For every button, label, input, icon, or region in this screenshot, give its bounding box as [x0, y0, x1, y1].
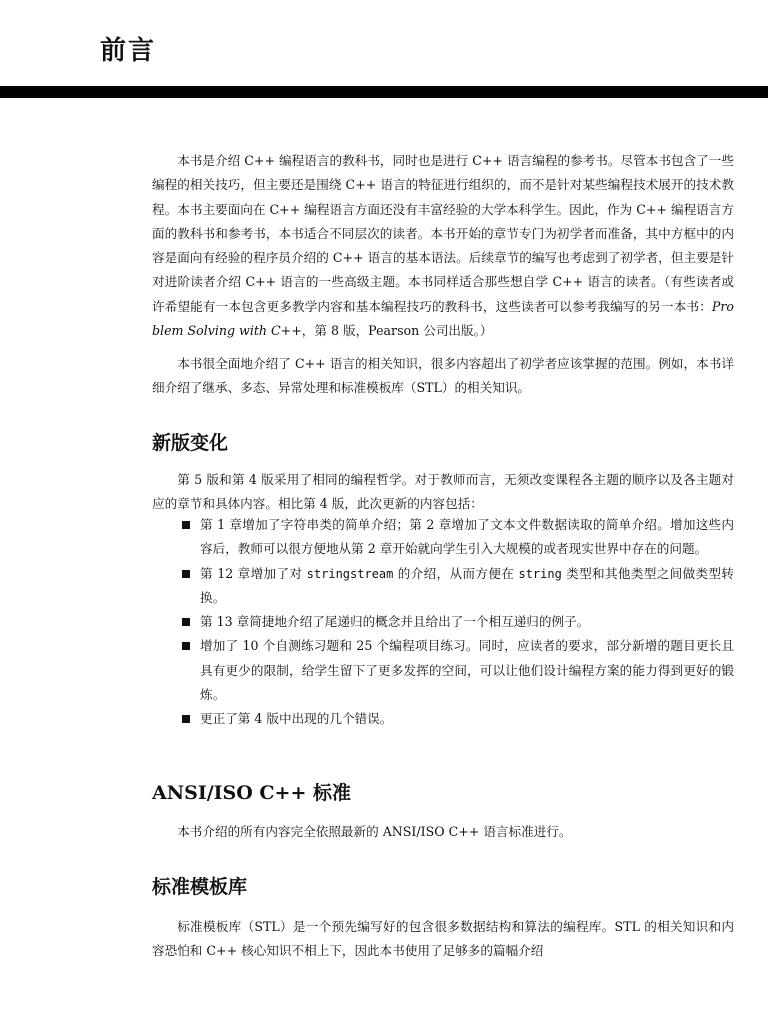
list-item	[182, 610, 734, 634]
ansi-text: 本书介绍的所有内容完全依照最新的 ANSI/ISO C++ 语言标准进行。	[177, 824, 572, 839]
new-edition-heading: 新版变化	[152, 432, 229, 454]
bullet-icon	[182, 715, 190, 723]
intro-paragraph-1-text: 本书是介绍 C++ 编程语言的教科书，同时也是进行 C++ 语言编程的参考书。尽管本书包含了一些编程的相关技巧，但主要还是围绕 C++ 语言的特征进行组织的，而不是针对某些编程技术展开的技术教程。本书主要面向在 C++ 编程语言方面还没有丰富经验的大学本科学生。因此，作为 C++ 编程语言方面的教科书和参考书，本书适合不同层次的读者。本书开始的章节专门为初学者而准备，其中方框中的内容是面向有经验的程序员介绍的 C++ 语言的基本语法。后续章节的编写也考虑到了初学者，但主要是针对进阶读者介绍 C++ 语言的一些高级主题。本书同样适合那些想自学 C++ 语言的读者。（有些读者或许希望能有一本包含更多教学内容和基本编程技巧的教科书，这些读者可以参考我编写的另一本书：	[152, 153, 734, 314]
new-edition-lead: 第 5 版和第 4 版采用了相同的编程哲学。对于教师而言，无须改变课程各主题的顺序以及各主题对应的章节和具体内容。相比第 4 版，此次更新的内容包括：	[152, 472, 734, 512]
list-item	[182, 707, 734, 731]
intro-paragraph-1-tail: ，第 8 版，Pearson 公司出版。）	[301, 323, 493, 339]
bullet-icon	[182, 521, 190, 529]
bullet-icon	[182, 642, 190, 650]
list-item-text: 增加了 10 个自测练习题和 25 个编程项目练习。同时，应读者的要求，部分新增的题目更长且具有更少的限制，给学生留下了更多发挥的空间，可以让他们设计编程方案的能力得到更好的锻炼。	[200, 638, 734, 703]
list-item-text: 更正了第 4 版中出现的几个错误。	[200, 711, 393, 727]
stl-heading: 标准模板库	[152, 876, 248, 898]
intro-paragraph-2: 本书很全面地介绍了 C++ 语言的相关知识，很多内容超出了初学者应该掌握的范围。例如，本书详细介绍了继承、多态、异常处理和标准模板库（STL）的相关知识。	[152, 356, 734, 396]
stl-text: 标准模板库（STL）是一个预先编写好的包含很多数据结构和算法的编程库。STL 的相关知识和内容恐怕和 C++ 核心知识不相上下，因此本书使用了足够多的篇幅介绍	[152, 919, 734, 959]
list-item-text: 第 1 章增加了字符串类的简单介绍；第 2 章增加了文本文件数据读取的简单介绍。增加这些内容后，教师可以很方便地从第 2 章开始就向学生引入大规模的或者现实世界中存在的问题。	[200, 517, 734, 557]
list-item	[182, 513, 734, 562]
title-rule	[0, 86, 768, 98]
code-stringstream: stringstream	[306, 566, 394, 581]
intro-paragraph-1	[152, 149, 734, 343]
changes-list	[182, 513, 734, 732]
book-title: Problem Solving with C++	[152, 298, 734, 339]
list-item	[182, 562, 734, 611]
code-string: string	[518, 566, 562, 581]
ansi-heading: ANSI/ISO C++ 标准	[152, 782, 352, 804]
list-item-text: 的介绍，从而方便在	[393, 565, 519, 581]
list-item	[182, 634, 734, 707]
list-item-text: 第 13 章简捷地介绍了尾递归的概念并且给出了一个相互递归的例子。	[200, 614, 590, 630]
chapter-title: 前言	[100, 36, 157, 66]
bullet-icon	[182, 618, 190, 626]
list-item-text: 类型和其他类型之间做类型转换。	[200, 565, 734, 605]
list-item-text: 第 12 章增加了对	[200, 565, 307, 581]
bullet-icon	[182, 570, 190, 578]
